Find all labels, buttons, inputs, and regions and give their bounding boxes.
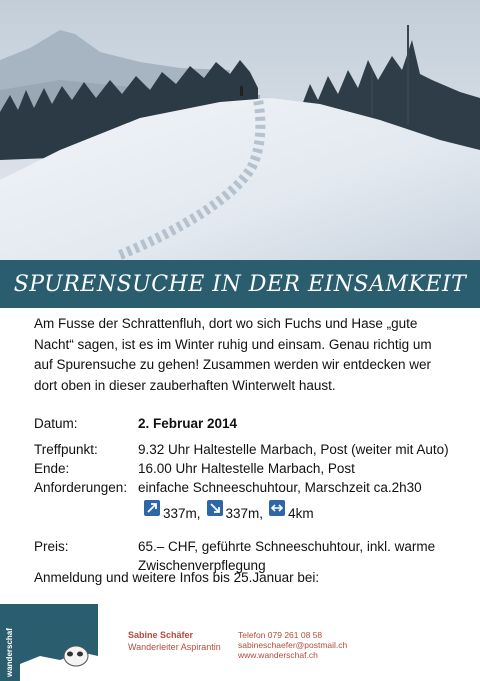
- descent-stat: [207, 500, 264, 521]
- contact-info: [238, 630, 347, 660]
- title-banner: [0, 260, 480, 308]
- preis-label: Preis:: [34, 539, 69, 554]
- ende-label: Ende:: [34, 461, 70, 476]
- ascent-icon: [144, 500, 160, 516]
- anmeldung-text: Anmeldung und weitere Infos bis 25.Januar bei:: [34, 570, 320, 585]
- intro-text: Am Fusse der Schrattenfluh, dort wo sich Fuchs und Hase „gute Nacht“ sagen, ist es im Winter ruhig und einsam. Genau richtig um auf Spurensuche zu gehen! Zusammen werden wir entdecken wer dort oben in dieser zauberhaften Winterwelt haust.: [34, 316, 432, 393]
- preis-value: 65.– CHF, geführte Schneeschuhtour, inkl. warme Zwischenverpflegung: [138, 539, 436, 573]
- treffpunkt-label: Treffpunkt:: [34, 442, 98, 457]
- event-title: SPURENSUCHE IN DER EINSAMKEIT: [13, 271, 467, 297]
- contact-role: Wanderleiter Aspirantin: [128, 642, 221, 652]
- anforderungen-value: einfache Schneeschuhtour, Marschzeit ca.2h30: [138, 480, 422, 495]
- contact-email[interactable]: sabineschaefer@postmail.ch: [238, 640, 348, 650]
- contact-name: Sabine Schäfer: [128, 630, 194, 640]
- descent-value: 337m,: [225, 506, 264, 521]
- distance-stat: [269, 500, 314, 521]
- snow-landscape-image: [0, 0, 480, 260]
- distance-icon: [269, 500, 285, 516]
- anforderungen-label: Anforderungen:: [34, 480, 128, 495]
- ende-value: 16.00 Uhr Haltestelle Marbach, Post: [138, 461, 355, 476]
- distance-value: 4km: [288, 506, 314, 521]
- datum-value: 2. Februar 2014: [138, 416, 238, 431]
- tour-stats: [144, 500, 320, 521]
- descent-icon: [207, 500, 223, 516]
- ascent-stat: [144, 500, 201, 521]
- contact-web[interactable]: www.wanderschaf.ch: [238, 650, 318, 660]
- brand-name: wanderschaf: [5, 628, 14, 677]
- treffpunkt-value: 9.32 Uhr Haltestelle Marbach, Post (weiter mit Auto): [138, 442, 449, 457]
- sheep-icon: [0, 604, 98, 681]
- brand-logo: [0, 604, 98, 681]
- header-photo: [0, 0, 480, 260]
- contact-phone: Telefon 079 261 08 58: [238, 630, 323, 640]
- datum-label: Datum:: [34, 416, 78, 431]
- ascent-value: 337m,: [163, 506, 201, 521]
